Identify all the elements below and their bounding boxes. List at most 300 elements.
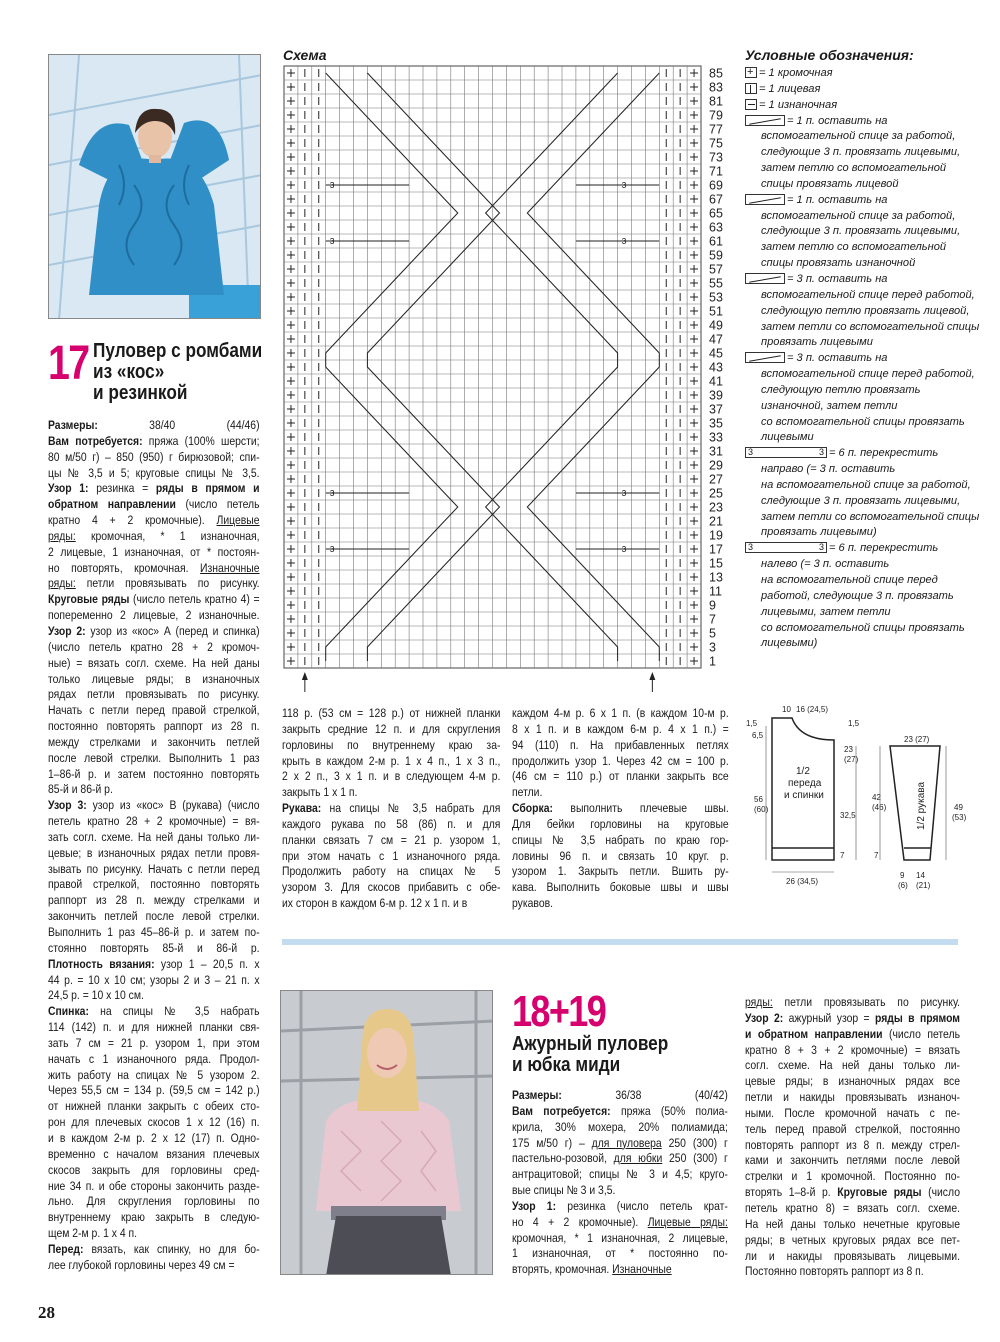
text-line: [512, 864, 729, 880]
text-line: [512, 1167, 728, 1183]
text-run: резинка (число петель крат-: [556, 1198, 728, 1213]
legend-text-continued: налево (= 3 п. оставить: [761, 558, 890, 571]
cable-count-label: 3: [621, 237, 627, 246]
legend-text-continued: вспомогательной спице за работой,: [761, 130, 956, 143]
text-run: петли провязывать по рисунку.: [772, 995, 960, 1009]
text-run: 85-й и 86-й р.: [48, 782, 113, 797]
text-line: [48, 814, 260, 830]
text-line: [48, 767, 260, 783]
row-number: 9: [709, 598, 716, 613]
text-line: [745, 1074, 960, 1090]
text-run: горловины по внутреннему краю за-: [282, 737, 501, 752]
text-line: [512, 1104, 728, 1120]
text-run: ные) = вязать согл. схеме. На ней даны: [48, 655, 260, 670]
text-line: [745, 1201, 960, 1217]
pattern-18-19-instructions-col2: [745, 995, 960, 1280]
text-line: [745, 1233, 960, 1249]
row-number: 11: [709, 584, 722, 599]
text-run: зать согл. схеме. На ней даны только ли-: [48, 829, 260, 844]
text-line: [282, 738, 500, 754]
text-run: ряды; в четных круговых рядах все пет-: [745, 1232, 960, 1247]
text-run: зывать по рисунку. Начать с петли перед: [48, 861, 260, 876]
text-run: стоянно повторять 85-й и 86-й р.: [48, 940, 260, 955]
legend-item: [745, 193, 995, 209]
legend-symbol-icon: [745, 194, 785, 205]
text-run: тель перед правой стрелкой, постоянно: [745, 1121, 960, 1136]
text-line: [48, 719, 260, 735]
piece-label: переда: [788, 778, 822, 789]
legend-text-continued: провязать лицевыми): [761, 526, 877, 539]
text-line: [48, 782, 260, 798]
legend-title: Условные обозначения:: [745, 47, 914, 63]
text-line: [282, 849, 500, 865]
text-line: [48, 877, 260, 893]
bold-term: Размеры:: [512, 1088, 562, 1102]
text-run: узор из «кос» А (перед и спинка): [85, 623, 260, 638]
dim-label: 6,5: [752, 731, 764, 740]
row-number: 69: [709, 178, 723, 193]
text-run: (число петель: [175, 497, 260, 512]
dim-label: (46): [872, 803, 887, 812]
legend-text-continued: лицевыми): [761, 637, 818, 650]
text-run: узор из «кос» В (рукава) (число: [86, 798, 260, 813]
row-number: 5: [709, 626, 716, 641]
text-run: петель кратно 8) = вязать согл. схеме.: [745, 1200, 960, 1215]
text-run: их сторон в каждом 6-м р. 12 х 1 п. и в: [282, 896, 468, 911]
row-number: 61: [709, 234, 723, 249]
bold-term: Вам потребуется:: [512, 1103, 611, 1118]
dim-label: (27): [844, 755, 859, 764]
dim-label: 9: [900, 871, 905, 880]
dim-label: 56: [754, 795, 763, 804]
pattern-title-line: Пуловер с ромбами: [93, 340, 263, 362]
chart-title: Схема: [283, 47, 327, 63]
text-line: [48, 973, 260, 989]
text-line: [745, 1264, 960, 1280]
row-number: 3: [709, 640, 716, 655]
cable-count-label: 3: [329, 181, 335, 190]
text-run: антрацитовой; спицы № 3 и 4,5; круго-: [512, 1167, 728, 1182]
text-line: [512, 706, 729, 722]
legend-symbol-icon: 3 3: [745, 542, 827, 553]
legend-text-continued: изнаночной, затем петли: [761, 399, 898, 412]
text-line: [745, 1090, 960, 1106]
dim-label: 1,5: [848, 719, 860, 728]
pattern-number: 17: [48, 337, 89, 390]
text-line: [48, 1163, 260, 1179]
row-number: 49: [709, 318, 723, 333]
row-number: 65: [709, 206, 723, 221]
text-run: между стрелками и закончить петлей: [48, 734, 260, 749]
text-line: [48, 545, 260, 561]
text-run: Лицевые ряды:: [647, 1214, 728, 1229]
legend-text-continued: затем петлю со вспомогательной: [761, 162, 947, 175]
text-line: [282, 769, 500, 785]
legend-item: [745, 541, 995, 557]
text-line: [282, 833, 500, 849]
pattern-title-line: и юбка миди: [512, 1054, 621, 1076]
text-run: закрыть средние 12 п. и для скругления: [282, 721, 501, 736]
text-run: начать с 1 изнаночного ряда. Продол-: [48, 1051, 260, 1066]
legend-text: = 1 п. оставить на: [787, 193, 888, 206]
text-run: (число: [921, 1185, 960, 1200]
legend-text: = 1 п. оставить на: [787, 114, 888, 127]
bold-term: Круговые ряды: [837, 1185, 922, 1200]
text-line: [48, 1083, 260, 1099]
bold-term: Узор 3:: [48, 798, 87, 813]
text-line: [512, 1120, 728, 1136]
bold-term: Сборка:: [512, 801, 553, 816]
row-number: 77: [709, 122, 723, 137]
row-number: 85: [709, 66, 723, 81]
text-line: [48, 1099, 260, 1115]
text-run: 1–86-й р. и затем постоянно повторять: [48, 766, 260, 781]
text-line: [48, 735, 260, 751]
row-number: 41: [709, 374, 723, 389]
row-number: 57: [709, 262, 723, 277]
dim-label: 23 (27): [904, 735, 930, 744]
legend-item: [745, 272, 995, 288]
text-line: [512, 1151, 728, 1167]
row-number: 39: [709, 388, 723, 403]
bold-term: Узор 2:: [745, 1010, 784, 1025]
text-run: узором 3. Для скосов прибавить с обе-: [282, 880, 501, 895]
text-line: [282, 880, 500, 896]
pattern-title-line: из «кос»: [93, 361, 165, 383]
cable-count-label: 3: [329, 237, 335, 246]
legend-text-continued: следующие 3 п. провязать лицевыми,: [761, 494, 961, 507]
text-run: узором 1. Закрыть петли. Вшить ру-: [512, 864, 729, 879]
text-run: только лицевые ряды; в изнаночных: [48, 671, 260, 686]
row-number: 55: [709, 276, 723, 291]
cable-count-label: 3: [621, 545, 627, 554]
row-number: 45: [709, 346, 723, 361]
dim-label: (60): [754, 805, 769, 814]
text-line: [745, 1122, 960, 1138]
text-run: резинка =: [88, 481, 156, 496]
legend-symbol-icon: [745, 352, 785, 363]
text-run: постоянно повторять раппорт из 28 п.: [48, 719, 260, 734]
text-line: [745, 1249, 960, 1265]
text-run: щем 2-м р. 1 х 4 п.: [48, 1226, 138, 1241]
row-number: 35: [709, 416, 723, 431]
text-line: [512, 817, 729, 833]
photo-pullover-17: [48, 54, 261, 319]
text-run: ние 34 п. и обе стороны закончить разде-: [48, 1178, 260, 1193]
text-run: цевые; в изнаночных рядах петли провя-: [48, 845, 260, 860]
photo-pullover-skirt-18-19: [280, 990, 493, 1275]
text-line: [745, 1106, 960, 1122]
text-line: [282, 722, 500, 738]
text-run: каждом 4-м р. 6 х 1 п. (в каждом 10-м р.: [512, 706, 729, 720]
legend-text-continued: вспомогательной спице перед работой,: [761, 288, 975, 301]
text-line: [512, 1088, 728, 1104]
dim-label: 10: [782, 705, 791, 714]
text-run: продолжить узор 1. Через 42 см = 100 р.: [512, 753, 729, 768]
sleeve-piece-outline: [890, 746, 940, 860]
row-number: 43: [709, 360, 723, 375]
text-line: [48, 561, 260, 577]
text-line: [48, 1210, 260, 1226]
legend-text-continued: на вспомогательной спице перед: [761, 574, 938, 586]
text-line: [512, 754, 729, 770]
row-number: 63: [709, 220, 723, 235]
repeat-arrow-head: [649, 672, 655, 680]
bold-term: Спинка:: [48, 1004, 89, 1019]
legend-text-continued: следующую петлю провязать: [761, 383, 921, 396]
text-run: крыть в каждом 2-м р. 1 х 4 п., 1 х 3 п.,: [282, 753, 501, 768]
text-line: [48, 1036, 260, 1052]
text-line: [48, 497, 260, 513]
text-run: стрелки и 1 кромочной. Постоянно по-: [745, 1169, 960, 1184]
text-run: ряды:: [48, 576, 76, 591]
row-number: 19: [709, 528, 723, 543]
text-run: рон для плечевых скосов 1 х 12 (16) п.: [48, 1115, 260, 1130]
text-line: [512, 722, 729, 738]
knitting-chart: [280, 62, 740, 692]
dim-label: 32,5: [840, 811, 856, 820]
pattern-17-instructions-col1: [48, 418, 260, 1274]
legend-text: = 6 п. перекрестить: [829, 542, 939, 555]
bold-term: Перед:: [48, 1241, 84, 1256]
text-run: Постоянно повторять раппорт из 8 п.: [745, 1264, 924, 1279]
text-line: [48, 1068, 260, 1084]
text-line: [48, 434, 260, 450]
text-run: согл. схеме. На ней даны только ли-: [745, 1058, 960, 1073]
legend-text-continued: провязать лицевыми: [761, 336, 873, 349]
text-run: Начать с петли перед правой стрелкой,: [48, 703, 260, 718]
bold-term: ряды в прямом: [875, 1010, 960, 1025]
legend-symbol-icon: [745, 83, 757, 94]
text-run: Выполнить 1 раз 45–86-й р. и затем по-: [48, 925, 260, 939]
text-run: вторять 1–8-й р.: [745, 1185, 838, 1200]
legend-symbol-icon: [745, 99, 757, 110]
legend: [745, 66, 995, 652]
text-line: [745, 1043, 960, 1059]
dim-label: (21): [916, 881, 931, 890]
row-number: 15: [709, 556, 723, 571]
text-line: [745, 1058, 960, 1074]
row-number: 31: [709, 444, 723, 459]
text-run: для пуловера: [591, 1135, 662, 1150]
bold-term: Круговые ряды: [48, 592, 130, 607]
repeat-arrow-head: [302, 672, 308, 680]
legend-symbol-icon: 3 3: [745, 447, 827, 458]
legend-text-continued: со вспомогательной спицы провязать: [761, 415, 965, 428]
text-line: [745, 1185, 960, 1201]
text-run: (число петель кратно 28 + 2 кромоч-: [48, 639, 260, 654]
row-number: 17: [709, 542, 723, 557]
text-run: спицы № 3,5 набрать по краю гор-: [512, 832, 729, 847]
legend-text-continued: на вспомогательной спице за работой,: [761, 478, 971, 491]
text-line: [48, 481, 260, 497]
text-line: [512, 880, 729, 896]
row-number: 81: [709, 94, 723, 109]
cable-count-label: 3: [621, 489, 627, 498]
dim-label: 7: [840, 851, 845, 860]
text-run: Изнаночные: [200, 560, 260, 575]
text-run: на спицы № 3,5 набрать: [88, 1004, 260, 1019]
bold-term: ряды в прямом и: [155, 481, 260, 496]
text-line: [512, 785, 729, 801]
text-line: [48, 1131, 260, 1147]
text-line: [48, 1226, 260, 1242]
text-line: [48, 957, 260, 973]
legend-item: [745, 82, 995, 98]
pattern-17-instructions-col2: [282, 706, 500, 912]
text-run: 8 х 1 п. и в каждом 6-м р. 4 х 1 п.) =: [512, 721, 729, 736]
text-run: 94 (110) п. На прибавленных петлях: [512, 737, 729, 752]
text-run: ли и накиды провязывать лицевыми.: [745, 1248, 960, 1263]
text-line: [48, 1179, 260, 1195]
text-line: [512, 1136, 728, 1152]
text-line: [512, 1231, 728, 1247]
text-run: для юбки: [613, 1151, 663, 1166]
text-line: [48, 1258, 260, 1274]
text-run: зать 7 см = 21 р. узором 1, при этом: [48, 1035, 260, 1050]
row-number: 29: [709, 458, 723, 473]
text-run: цы № 3,5 и 5; круговые спицы № 3,5.: [48, 465, 260, 480]
dim-label: 14: [916, 871, 925, 880]
dim-label: (53): [952, 813, 967, 822]
text-line: [48, 703, 260, 719]
text-run: лее глубокой горловины через 49 см =: [48, 1257, 235, 1272]
legend-text-continued: затем петлю со вспомогательной: [761, 241, 947, 254]
legend-text: = 3 п. оставить на: [787, 272, 888, 285]
text-line: [512, 1199, 728, 1215]
bold-term: Размеры:: [48, 418, 98, 432]
bold-term: Узор 2:: [48, 623, 86, 638]
text-run: петель кратно 28 + 2 кромочные) = вя-: [48, 814, 260, 829]
text-line: [282, 754, 500, 770]
text-run: (46 см = 110 р.) от планки закрыть все: [512, 769, 729, 784]
text-run: льно. Для скругления горловины по: [48, 1194, 260, 1209]
text-line: [512, 849, 729, 865]
text-line: [48, 846, 260, 862]
text-run: крила, 30% мохера, 20% полиамида;: [512, 1119, 728, 1134]
legend-text-continued: направо (= 3 п. оставить: [761, 463, 896, 476]
piece-label: 1/2 рукава: [916, 781, 927, 830]
dim-label: 7: [874, 851, 879, 860]
legend-text-continued: лицевыми: [761, 431, 814, 444]
text-run: повторять раппорт из 8 п. между стрел-: [745, 1137, 960, 1152]
text-line: [48, 830, 260, 846]
legend-symbol-icon: [745, 115, 785, 126]
legend-text-continued: следующие 3 п. провязать лицевыми,: [761, 146, 961, 159]
text-line: [282, 801, 500, 817]
text-line: [48, 608, 260, 624]
text-run: Через 55,5 см = 134 р. (59,5 см = 142 р.): [48, 1083, 260, 1098]
legend-text-continued: вспомогательной спице за работой,: [761, 209, 956, 222]
legend-text: = 1 изнаночная: [759, 98, 838, 111]
text-line: [745, 1169, 960, 1185]
text-line: [48, 687, 260, 703]
text-run: пряжа (50% полиа-: [610, 1103, 728, 1118]
legend-text-continued: спицы провязать изнаночной: [761, 257, 916, 270]
text-run: 250 (300) г: [662, 1151, 728, 1166]
text-run: выполнить плечевые швы.: [552, 801, 729, 816]
legend-item: [745, 351, 995, 367]
cable-count-label: 3: [329, 489, 335, 498]
text-run: каждого рукава по 58 (86) п. и для: [282, 816, 501, 831]
text-run: узор 1 – 20,5 п. х: [154, 956, 260, 971]
legend-text-continued: следующие 3 п. провязать лицевыми,: [761, 225, 961, 238]
text-run: при этом начать с 1 изнаночного ряда.: [282, 848, 501, 863]
text-line: [282, 785, 500, 801]
page-number: 28: [38, 1303, 55, 1322]
dim-label: 42: [872, 793, 881, 802]
dim-label: 16 (24,5): [796, 705, 829, 714]
text-run: 24,5 р. = 10 х 10 см.: [48, 988, 144, 1003]
text-line: [48, 576, 260, 592]
text-run: скосов закрыть для горловины сред-: [48, 1162, 260, 1177]
legend-item: [745, 114, 995, 130]
legend-symbol-icon: +: [745, 67, 757, 78]
row-number: 51: [709, 304, 723, 319]
text-run: после левой стрелки. Выполнить 1 раз: [48, 750, 260, 765]
dim-label: 26 (34,5): [786, 877, 819, 886]
bold-term: Вам потребуется:: [48, 433, 143, 448]
text-run: но повторять, кромочная.: [48, 560, 201, 575]
text-line: [512, 801, 729, 817]
text-run: ными. После кромочной начать с пе-: [745, 1105, 960, 1120]
row-number: 27: [709, 472, 723, 487]
text-line: [48, 513, 260, 529]
dim-label: 1,5: [746, 719, 758, 728]
text-line: [48, 925, 260, 941]
dim-label: 49: [954, 803, 963, 812]
text-run: 38/40 (44/46): [97, 418, 260, 432]
bold-term: обратном направлении: [48, 497, 176, 512]
bold-term: Рукава:: [282, 801, 322, 816]
text-run: вые спицы № 3 и 3,5.: [512, 1183, 616, 1198]
text-run: Изнаночные: [612, 1262, 672, 1277]
row-number: 75: [709, 136, 723, 151]
text-run: ловины 96 п. и связать 10 круг. р.: [512, 848, 729, 863]
text-line: [48, 909, 260, 925]
text-run: закрыть 1 х 1 п.: [282, 785, 358, 800]
text-line: [282, 864, 500, 880]
text-line: [512, 833, 729, 849]
legend-text-continued: следующую петлю провязать лицевой,: [761, 304, 970, 317]
text-run: (число петель кратно 4) =: [129, 592, 260, 607]
text-run: петли.: [512, 785, 543, 800]
text-line: [745, 1027, 960, 1043]
pattern-17-instructions-col3: [512, 706, 729, 912]
text-line: [48, 1052, 260, 1068]
text-run: планки связать 7 см = 21 р. узором 1,: [282, 832, 501, 847]
text-line: [48, 672, 260, 688]
row-number: 33: [709, 430, 723, 445]
legend-text-continued: работой, следующие 3 п. провязать: [761, 589, 954, 602]
text-run: 175 м/50 г) –: [512, 1135, 592, 1150]
legend-text-continued: вспомогательной спице перед работой,: [761, 368, 975, 381]
text-run: 1 изнаночная, от * постоянно по-: [512, 1246, 728, 1261]
text-line: [745, 995, 960, 1011]
text-run: ажурный узор =: [783, 1010, 876, 1025]
text-line: [512, 738, 729, 754]
pattern-title-line: и резинкой: [93, 382, 188, 404]
text-line: [48, 751, 260, 767]
row-number: 1: [709, 654, 716, 669]
text-line: [48, 1194, 260, 1210]
text-line: [282, 896, 500, 912]
row-number: 47: [709, 332, 723, 347]
legend-item: [745, 446, 995, 462]
text-run: ками и закончить петлями после левой: [745, 1153, 960, 1168]
text-line: [745, 1011, 960, 1027]
text-line: [745, 1153, 960, 1169]
